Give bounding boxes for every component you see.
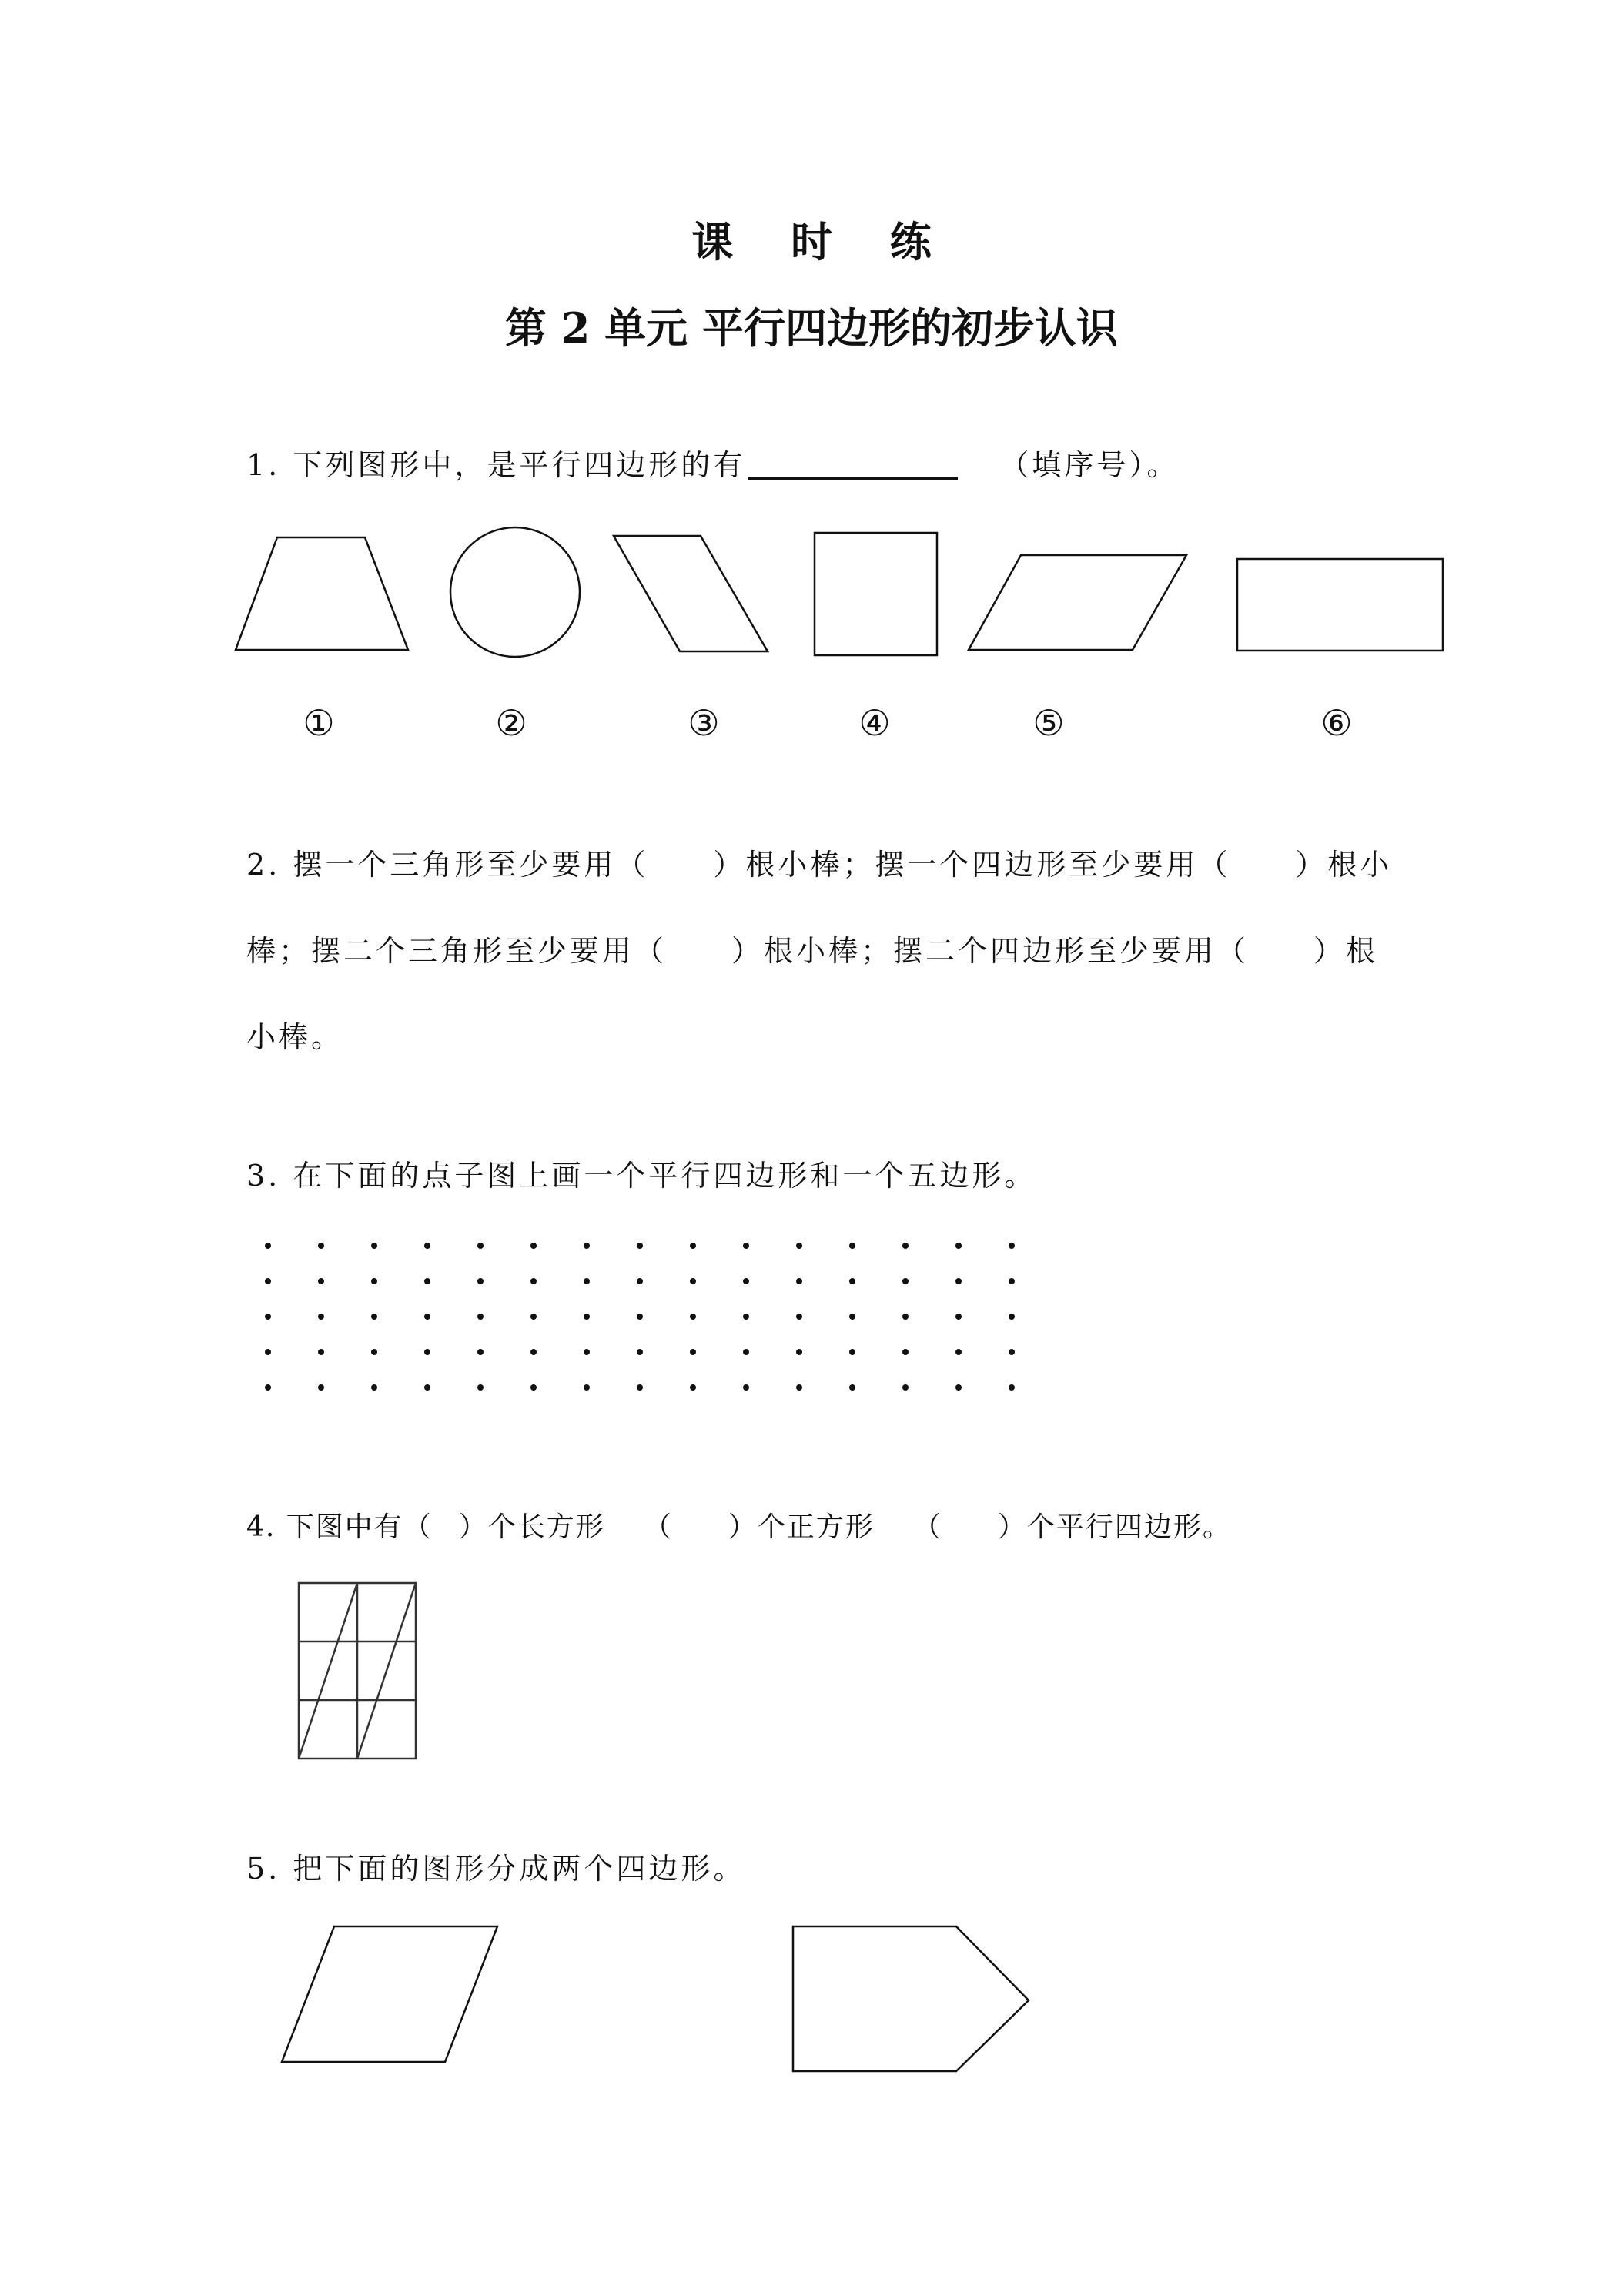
label-1: ① — [303, 702, 335, 744]
question-4 — [246, 1511, 1232, 1543]
grid-dot[interactable] — [637, 1349, 643, 1355]
grid-dot[interactable] — [743, 1243, 749, 1249]
grid-dot[interactable] — [371, 1278, 377, 1284]
grid-dot[interactable] — [584, 1278, 590, 1284]
grid-dot[interactable] — [477, 1314, 484, 1320]
grid-dot[interactable] — [318, 1349, 324, 1355]
grid-dot[interactable] — [796, 1314, 802, 1320]
label-4: ④ — [858, 702, 891, 744]
question-1-hint: （填序号）。 — [999, 448, 1180, 482]
grid-dot[interactable] — [318, 1384, 324, 1391]
grid-dot[interactable] — [690, 1384, 696, 1391]
grid-dot[interactable] — [265, 1349, 271, 1355]
grid-dot[interactable] — [477, 1384, 484, 1391]
dot-grid[interactable] — [246, 1232, 1032, 1401]
grid-dot[interactable] — [849, 1349, 855, 1355]
grid-dot[interactable] — [265, 1278, 271, 1284]
trapezoid-shape-1 — [236, 537, 408, 650]
question-3-text: 3. 在下面的点子图上画一个平行四边形和一个五边形。 — [246, 1159, 1037, 1193]
grid-dot[interactable] — [743, 1349, 749, 1355]
grid-dot[interactable] — [849, 1314, 855, 1320]
grid-dot[interactable] — [1009, 1278, 1015, 1284]
grid-dot[interactable] — [265, 1243, 271, 1249]
grid-dot[interactable] — [743, 1314, 749, 1320]
grid-dot[interactable] — [796, 1349, 802, 1355]
grid-dot[interactable] — [955, 1349, 962, 1355]
grid-dot[interactable] — [637, 1278, 643, 1284]
label-2: ② — [495, 702, 527, 744]
grid-dot[interactable] — [424, 1314, 430, 1320]
rectangle-shape-6 — [1237, 559, 1443, 651]
grid-dot[interactable] — [849, 1384, 855, 1391]
circle-shape-2 — [450, 527, 580, 657]
grid-dot[interactable] — [424, 1278, 430, 1284]
q5-parallelogram — [282, 1926, 497, 2062]
grid-dot[interactable] — [424, 1349, 430, 1355]
q5-pentagon — [793, 1926, 1029, 2071]
grid-dot[interactable] — [477, 1278, 484, 1284]
grid-dot[interactable] — [796, 1243, 802, 1249]
grid-dot[interactable] — [530, 1278, 537, 1284]
grid-dot[interactable] — [637, 1384, 643, 1391]
question-4-part-3: （ — [643, 1511, 673, 1543]
grid-dot[interactable] — [690, 1243, 696, 1249]
question-2-line-1: 2. 摆一个三角形至少要用（ ）根小棒；摆一个四边形至少要用（ ）根小 — [246, 848, 1393, 882]
label-6: ⑥ — [1320, 702, 1353, 744]
grid-dot[interactable] — [743, 1384, 749, 1391]
grid-dot[interactable] — [849, 1278, 855, 1284]
grid-dot[interactable] — [690, 1314, 696, 1320]
question-4-part-2: ）个长方形 — [458, 1511, 605, 1543]
grid-dot[interactable] — [424, 1384, 430, 1391]
grid-dot[interactable] — [318, 1314, 324, 1320]
grid-dot[interactable] — [318, 1278, 324, 1284]
grid-dot[interactable] — [530, 1243, 537, 1249]
grid-dot[interactable] — [955, 1384, 962, 1391]
grid-dot[interactable] — [1009, 1243, 1015, 1249]
question-4-part-5: （ — [912, 1511, 942, 1543]
grid-dot[interactable] — [584, 1349, 590, 1355]
grid-dot[interactable] — [530, 1384, 537, 1391]
grid-dot[interactable] — [955, 1243, 962, 1249]
grid-dot[interactable] — [265, 1384, 271, 1391]
grid-dot[interactable] — [849, 1243, 855, 1249]
grid-dot[interactable] — [584, 1384, 590, 1391]
grid-dot[interactable] — [637, 1314, 643, 1320]
square-shape-4 — [815, 533, 937, 655]
grid-dot[interactable] — [584, 1314, 590, 1320]
grid-dot[interactable] — [902, 1384, 909, 1391]
grid-dot[interactable] — [371, 1314, 377, 1320]
grid-dot[interactable] — [743, 1278, 749, 1284]
grid-dot[interactable] — [371, 1349, 377, 1355]
grid-dot[interactable] — [424, 1243, 430, 1249]
grid-dot[interactable] — [902, 1278, 909, 1284]
grid-dot[interactable] — [477, 1243, 484, 1249]
grid-dot[interactable] — [371, 1243, 377, 1249]
grid-dot[interactable] — [955, 1278, 962, 1284]
grid-dot[interactable] — [637, 1243, 643, 1249]
grid-dot[interactable] — [902, 1314, 909, 1320]
grid-dot[interactable] — [796, 1278, 802, 1284]
label-5: ⑤ — [1032, 702, 1065, 744]
label-3: ③ — [688, 702, 720, 744]
question-2-line-2: 棒；摆二个三角形至少要用（ ）根小棒；摆二个四边形至少要用（ ）根 — [246, 934, 1379, 968]
parallelogram-shape-3 — [614, 536, 768, 651]
question-4-part-6: ）个平行四边形。 — [997, 1511, 1232, 1543]
grid-dot[interactable] — [584, 1243, 590, 1249]
page-title: 课 时 练 — [691, 217, 953, 266]
grid-dot[interactable] — [902, 1349, 909, 1355]
grid-dot[interactable] — [530, 1349, 537, 1355]
grid-dot[interactable] — [955, 1314, 962, 1320]
question-1-text: 1. 下列图形中，是平行四边形的有 — [246, 448, 746, 482]
q4-grid-figure — [297, 1581, 420, 1766]
grid-dot[interactable] — [477, 1349, 484, 1355]
question-5-text: 5. 把下面的图形分成两个四边形。 — [246, 1852, 746, 1886]
parallelogram-shape-5 — [969, 555, 1186, 650]
question-4-part-4: ）个正方形 — [728, 1511, 875, 1543]
grid-dot[interactable] — [371, 1384, 377, 1391]
q1-shapes — [0, 0, 1623, 770]
grid-dot[interactable] — [796, 1384, 802, 1391]
q5-figures[interactable] — [0, 1909, 1623, 2094]
grid-dot[interactable] — [318, 1243, 324, 1249]
grid-dot[interactable] — [265, 1314, 271, 1320]
question-4-part-1: 4. 下图中有（ — [246, 1511, 433, 1543]
grid-dot[interactable] — [690, 1349, 696, 1355]
grid-dot[interactable] — [1009, 1384, 1015, 1391]
grid-dot[interactable] — [690, 1278, 696, 1284]
grid-dot[interactable] — [530, 1314, 537, 1320]
grid-dot[interactable] — [902, 1243, 909, 1249]
grid-dot[interactable] — [1009, 1349, 1015, 1355]
grid-dot[interactable] — [1009, 1314, 1015, 1320]
page-subtitle: 第 2 单元 平行四边形的初步认识 — [505, 303, 1118, 353]
question-2-line-3: 小棒。 — [246, 1020, 344, 1054]
